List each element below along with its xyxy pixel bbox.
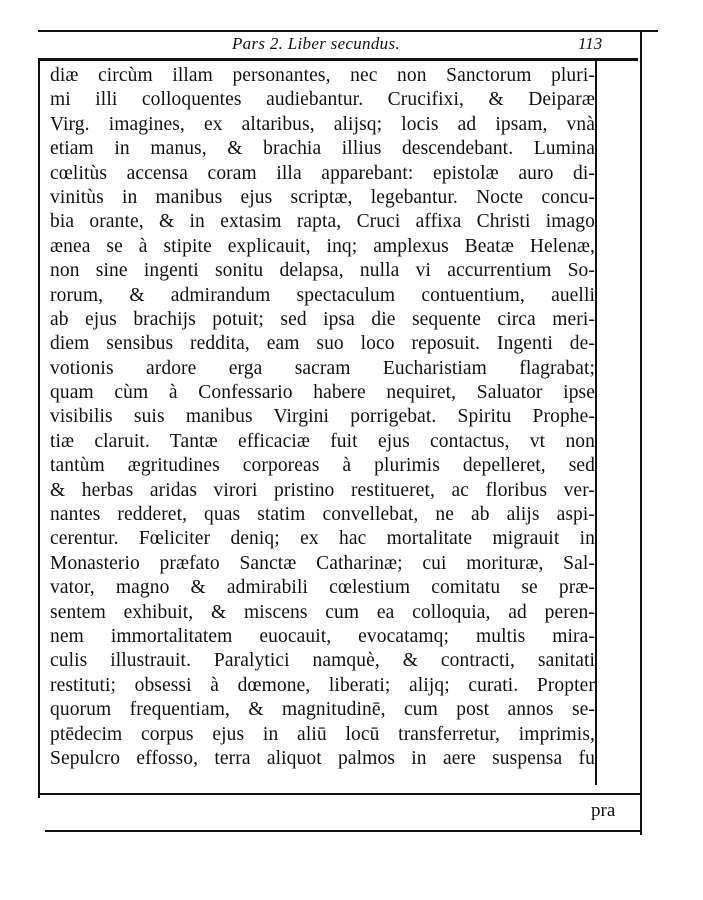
catchword: pra [591,800,616,821]
page-number: 113 [578,34,603,53]
text-line: Sepulcro effosso, terra aliquot palmos in aere suspensa fu [50,747,595,769]
text-line: sentem exhibuit, & miscens cum ea colloquia, ad peren- [50,601,595,623]
text-line: & herbas aridas virori pristino restitueret, ac floribus ver- [50,479,595,501]
text-line: bia orante, & in extasim rapta, Cruci affixa Christi imago [50,211,595,233]
text-line: quam cùm à Confessario habere nequiret, Saluator ipse [50,382,595,404]
text-line: cerentur. Fœliciter deniq; ex hac mortalitate migrauit in [50,528,595,550]
text-line: cœlitùs accensa coram illa apparebant: epistolæ auro di- [50,162,595,184]
text-line: ab ejus brachijs potuit; sed ipsa die sequente circa meri- [50,308,595,330]
text-line: visibilis suis manibus Virgini porrigebat. Spiritu Prophe- [50,406,595,428]
text-line: quorum frequentiam, & magnitudinē, cum post annos se- [50,699,595,721]
text-line: rorum, & admirandum spectaculum contuentium, auelli [50,284,595,306]
inner-right-border-rule [595,60,597,785]
text-line: mi illi colloquentes audiebantur. Crucifixi, & Deiparæ [50,89,595,111]
text-line: Monasterio præfato Sanctæ Catharinæ; cui morituræ, Sal- [50,552,595,574]
text-line: tantùm ægritudines corporeas à plurimis depelleret, sed [50,455,595,477]
text-line: culis illustrauit. Paralytici namquè, & contracti, sanitati [50,650,595,672]
text-line: votionis ardore erga sacram Eucharistiam flagrabat; [50,357,595,379]
top-border-rule [38,30,658,32]
header-rule [38,58,638,61]
left-border-rule [38,58,40,798]
running-head: Pars 2. Liber secundus. [232,34,400,53]
outer-bottom-border-rule [45,830,642,832]
text-line: nem immortalitatem euocauit, evocatamq; multis mira- [50,625,595,647]
text-line: nantes redderet, quas statim convellebat, ne ab alijs aspi- [50,504,595,526]
text-line: non sine ingenti sonitu delapsa, nulla vi accurrentium So- [50,260,595,282]
text-line: vinitùs in manibus ejus scriptæ, legebantur. Nocte concu- [50,186,595,208]
text-line: tiæ claruit. Tantæ efficaciæ fuit ejus contactus, vt non [50,430,595,452]
text-line: diæ circùm illam personantes, nec non Sanctorum pluri- [50,65,595,86]
main-text-block [50,64,595,771]
text-line: ænea se à stipite explicauit, inq; amplexus Beatæ Helenæ, [50,235,595,257]
text-line: etiam in manus, & brachia illius descendebant. Lumina [50,138,595,160]
text-line: Virg. imagines, ex altaribus, alijsq; locis ad ipsam, vnà [50,113,595,135]
text-line: ptēdecim corpus ejus in aliū locū transferretur, imprimis, [50,723,595,745]
text-line: vator, magno & admirabili cœlestium comitatu se præ- [50,577,595,599]
text-line: restituti; obsessi à dœmone, liberati; alijq; curati. Propter [50,674,595,696]
text-line: diem sensibus reddita, eam suo loco reposuit. Ingenti de- [50,333,595,355]
outer-right-border-rule [640,30,642,835]
bottom-border-rule [38,793,640,795]
